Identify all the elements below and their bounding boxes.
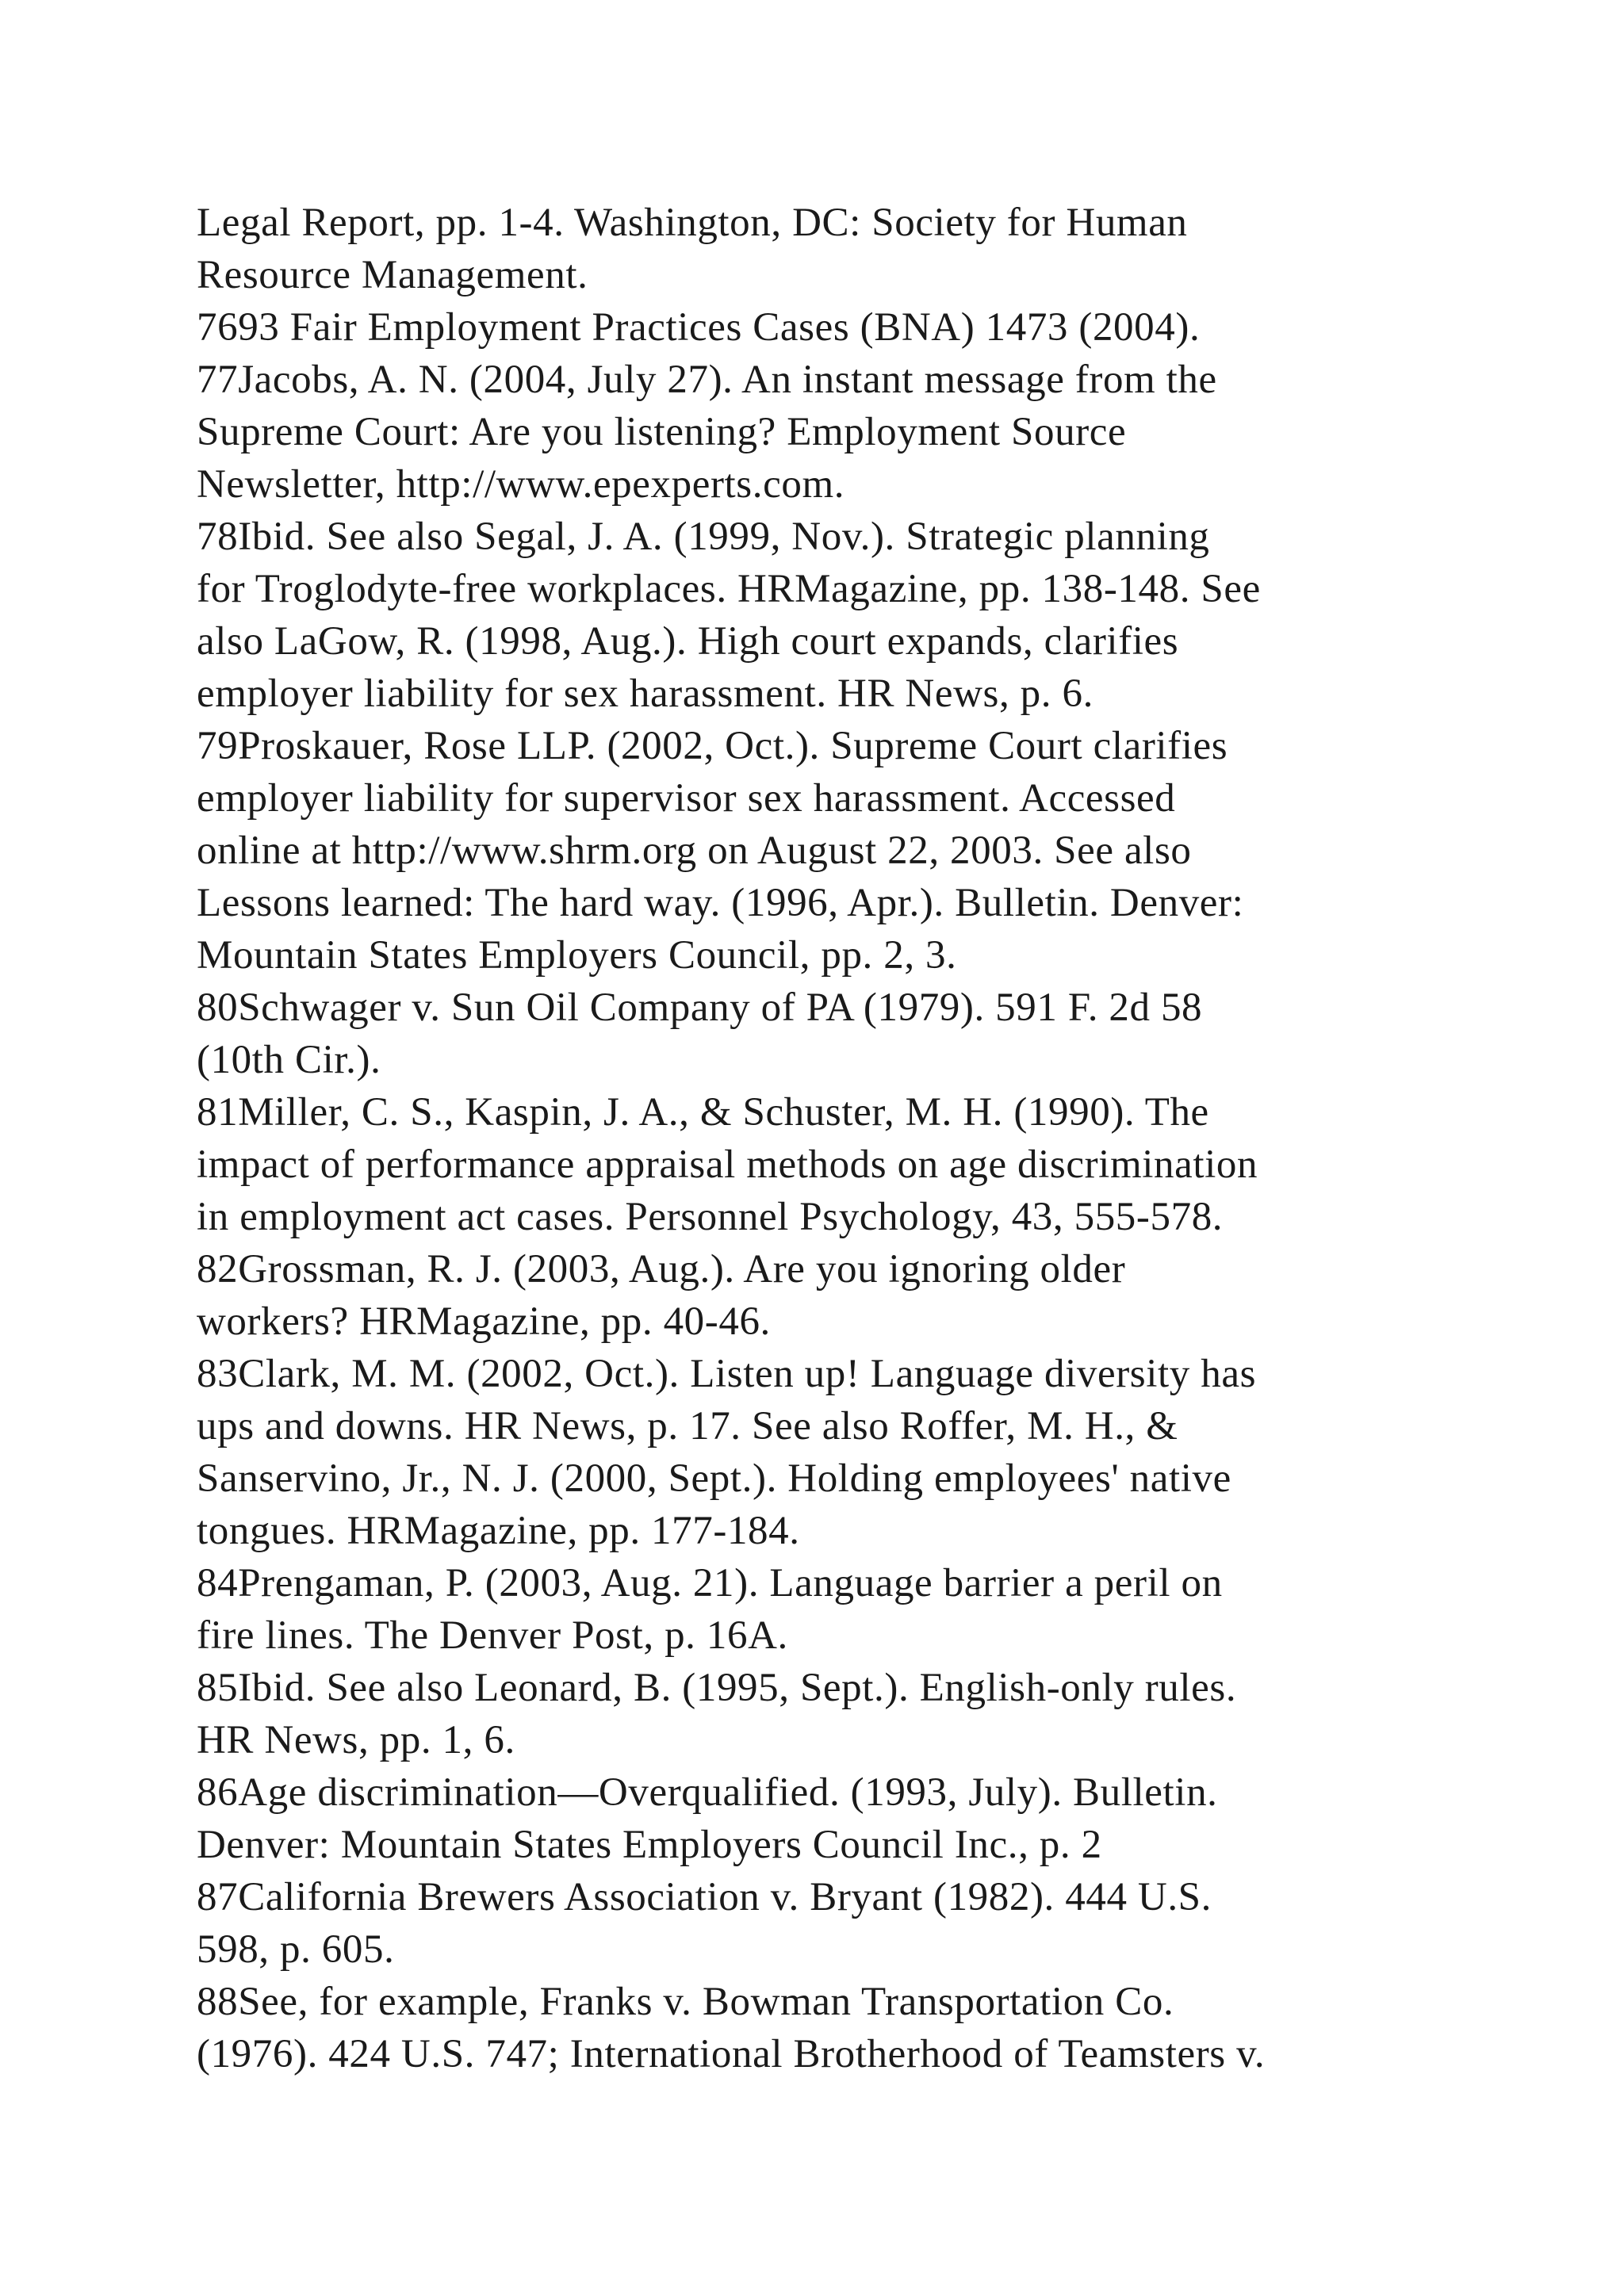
- text-line: 598, p. 605.: [197, 1927, 395, 1972]
- text-line: 86Age discrimination—Overqualified. (1993, July). Bulletin.: [197, 1770, 1218, 1815]
- text-line: 82Grossman, R. J. (2003, Aug.). Are you ignoring older: [197, 1247, 1126, 1292]
- text-line: HR News, pp. 1, 6.: [197, 1718, 515, 1762]
- text-line: for Troglodyte-free workplaces. HRMagazine, pp. 138-148. See: [197, 567, 1261, 611]
- text-line: employer liability for sex harassment. HR News, p. 6.: [197, 672, 1094, 716]
- text-line: in employment act cases. Personnel Psychology, 43, 555-578.: [197, 1195, 1224, 1239]
- text-line: Resource Management.: [197, 253, 588, 297]
- text-line: workers? HRMagazine, pp. 40-46.: [197, 1299, 771, 1344]
- text-line: 88See, for example, Franks v. Bowman Transportation Co.: [197, 1980, 1174, 2024]
- text-line: 81Miller, C. S., Kaspin, J. A., & Schuster, M. H. (1990). The: [197, 1090, 1209, 1135]
- text-line: Legal Report, pp. 1-4. Washington, DC: Society for Human: [197, 201, 1188, 245]
- text-line: 85Ibid. See also Leonard, B. (1995, Sept.). English-only rules.: [197, 1666, 1237, 1710]
- references-text: [197, 197, 1481, 2080]
- text-line: 7693 Fair Employment Practices Cases (BNA) 1473 (2004).: [197, 305, 1201, 350]
- text-line: Supreme Court: Are you listening? Employment Source: [197, 410, 1127, 454]
- text-line: employer liability for supervisor sex harassment. Accessed: [197, 776, 1176, 821]
- text-line: tongues. HRMagazine, pp. 177-184.: [197, 1509, 800, 1553]
- text-line: Lessons learned: The hard way. (1996, Apr.). Bulletin. Denver:: [197, 881, 1244, 925]
- text-line: 79Proskauer, Rose LLP. (2002, Oct.). Supreme Court clarifies: [197, 724, 1228, 768]
- text-line: (1976). 424 U.S. 747; International Brotherhood of Teamsters v.: [197, 2032, 1266, 2076]
- text-line: impact of performance appraisal methods on age discrimination: [197, 1142, 1258, 1187]
- text-line: ups and downs. HR News, p. 17. See also Roffer, M. H., &: [197, 1404, 1178, 1448]
- text-line: 80Schwager v. Sun Oil Company of PA (1979). 591 F. 2d 58: [197, 985, 1203, 1030]
- text-line: Sanservino, Jr., N. J. (2000, Sept.). Holding employees' native: [197, 1456, 1231, 1501]
- text-line: also LaGow, R. (1998, Aug.). High court expands, clarifies: [197, 619, 1179, 664]
- text-line: Mountain States Employers Council, pp. 2, 3.: [197, 933, 957, 978]
- text-line: 87California Brewers Association v. Bryant (1982). 444 U.S.: [197, 1875, 1212, 1919]
- text-line: 84Prengaman, P. (2003, Aug. 21). Language barrier a peril on: [197, 1561, 1223, 1605]
- text-line: (10th Cir.).: [197, 1038, 381, 1082]
- text-line: fire lines. The Denver Post, p. 16A.: [197, 1613, 788, 1658]
- text-line: 77Jacobs, A. N. (2004, July 27). An instant message from the: [197, 358, 1217, 402]
- text-line: online at http://www.shrm.org on August 22, 2003. See also: [197, 828, 1192, 873]
- text-line: 83Clark, M. M. (2002, Oct.). Listen up! Language diversity has: [197, 1352, 1257, 1396]
- text-line: 78Ibid. See also Segal, J. A. (1999, Nov.). Strategic planning: [197, 515, 1210, 559]
- text-line: Newsletter, http://www.epexperts.com.: [197, 462, 845, 507]
- text-line: Denver: Mountain States Employers Council Inc., p. 2: [197, 1823, 1102, 1867]
